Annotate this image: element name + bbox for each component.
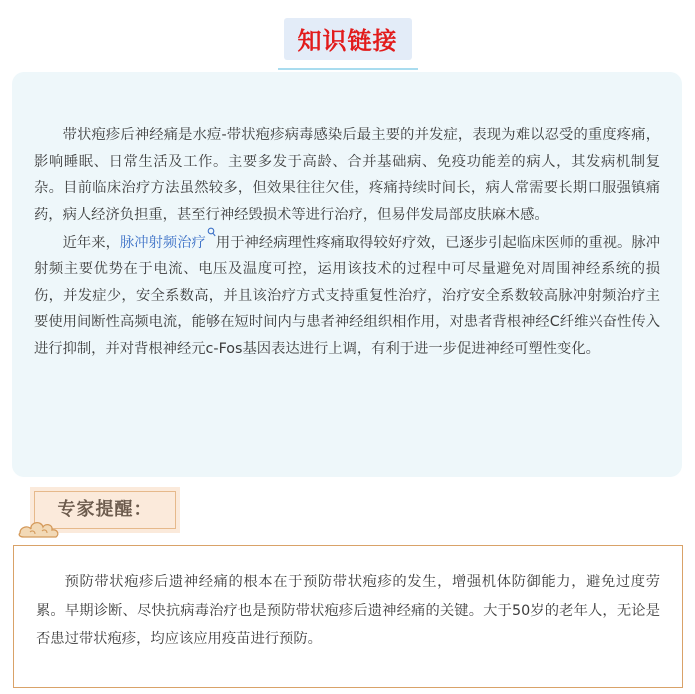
page-title: 知识链接	[297, 27, 398, 55]
section-header	[0, 18, 695, 60]
search-icon[interactable]	[207, 229, 216, 241]
expert-advice-panel	[13, 545, 683, 688]
paragraph-2-intro: 近年来，	[62, 234, 120, 251]
pulsed-rf-link[interactable]: 脉冲射频治疗	[119, 234, 206, 251]
knowledge-panel	[12, 72, 682, 477]
paragraph-2-body: 用于神经病理性疼痛取得较好疗效，已逐步引起临床医师的重视。脉冲射频主要优势在于电流、电压及温度可控，运用该技术的过程中可尽量避免对周围神经系统的损伤，并发症少，安全系数高，并且该治疗方式支持重复性治疗，治疗安全系数较高脉冲射频治疗主要使用间断性高频电流，能够在短时间内与患者神经组织相作用，对患者背根神经C纤维兴奋性传入进行抑制，并对背根神经元c-Fos基因表达进行上调，有利于进一步促进神经可塑性变化。	[34, 234, 661, 357]
expert-header	[16, 483, 186, 543]
section-title-badge	[284, 18, 412, 60]
expert-advice-text: 预防带状疱疹后遗神经痛的根本在于预防带状疱疹的发生，增强机体防御能力，避免过度劳累。早期诊断、尽快抗病毒治疗也是预防带状疱疹后遗神经痛的关键。大于50岁的老年人，无论是否患过带状疱疹，均应该应用疫苗进行预防。	[36, 574, 660, 647]
cloud-icon	[16, 513, 62, 541]
knowledge-paragraph-2	[34, 229, 660, 362]
expert-title: 专家提醒：	[57, 499, 153, 520]
knowledge-paragraph-1: 带状疱疹后神经痛是水痘-带状疱疹病毒感染后最主要的并发症，表现为难以忍受的重度疼痛，影响睡眠、日常生活及工作。主要多发于高龄、合并基础病、免疫功能差的病人，其发病机制复杂。目前临床治疗方法虽然较多，但效果往往欠佳，疼痛持续时间长，病人常需要长期口服强镇痛药，病人经济负担重，甚至行神经毁损术等进行治疗，但易伴发局部皮肤麻木感。	[34, 127, 660, 223]
title-divider	[278, 68, 418, 70]
